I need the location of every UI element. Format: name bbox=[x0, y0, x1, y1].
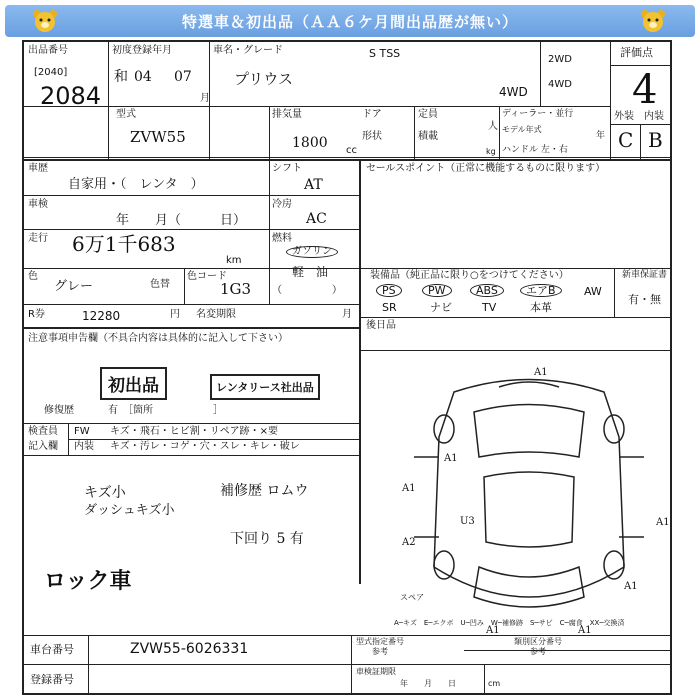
stamp-first: 初出品 bbox=[100, 367, 167, 400]
exterior-grade: C bbox=[618, 128, 634, 152]
damage-mark-left-front: A1 bbox=[402, 483, 416, 494]
equip-sr: SR bbox=[382, 301, 397, 314]
capacity-unit: 人 bbox=[488, 121, 498, 132]
damage-mark-left: A2 bbox=[402, 537, 416, 548]
damage-mark-right: A1 bbox=[656, 517, 670, 528]
legend-text: A─キズ E─エクボ U─凹み W─補修跡 S─サビ C─腐食 XX─交換済 bbox=[394, 619, 625, 627]
spare-label: スペア bbox=[400, 593, 424, 602]
notes-label: 注意事項申告欄（不具合内容は具体的に記入して下さい） bbox=[28, 333, 288, 344]
equip-abs: ABS bbox=[470, 284, 504, 297]
fw-label: FW bbox=[74, 426, 90, 437]
model-label: 型式 bbox=[116, 109, 136, 120]
stamp-rental: レンタリース社出品 bbox=[210, 374, 320, 400]
inspector-label1: 検査員 bbox=[28, 426, 58, 437]
car-drive: 4WD bbox=[499, 85, 528, 99]
interior-label: 内装 bbox=[644, 111, 664, 122]
era: 和 bbox=[114, 69, 128, 85]
fuel-paren: （ ） bbox=[272, 285, 342, 296]
equip-aw: AW bbox=[584, 285, 602, 298]
car-name: プリウス bbox=[234, 70, 293, 88]
equip-leather: 本革 bbox=[530, 301, 552, 314]
displacement-label: 排気量 bbox=[272, 109, 302, 120]
cert-label: 車検証期限 bbox=[356, 667, 396, 676]
damage-mark-rear-right: A1 bbox=[578, 625, 592, 636]
aircon-label: 冷房 bbox=[272, 199, 292, 210]
title-banner bbox=[5, 5, 695, 37]
sales-label: セールスポイント（正常に機能するものに限ります） bbox=[366, 163, 606, 174]
note-scratch: キズ小 bbox=[84, 485, 126, 501]
cm-unit: cm bbox=[488, 679, 501, 688]
damage-mark-left-fender: A1 bbox=[444, 453, 458, 464]
aircon-value: AC bbox=[306, 211, 327, 227]
damage-mark-rear-left: A1 bbox=[486, 625, 500, 636]
damage-mark-front: A1 bbox=[534, 367, 548, 378]
bear-icon bbox=[32, 8, 58, 34]
fuel-label: 燃料 bbox=[272, 233, 292, 244]
lot-sub: [2040] bbox=[34, 67, 68, 78]
dealer-label: ディーラー・並行 bbox=[502, 109, 574, 119]
fw-items: キズ・飛石・ヒビ割・リペア跡・×要 bbox=[110, 426, 278, 437]
history-value: 自家用・（ レンタ ） bbox=[68, 177, 204, 192]
warranty-value: 有・無 bbox=[628, 293, 661, 306]
color-code-label: 色コード bbox=[187, 271, 227, 282]
type-no-ref: 参考 bbox=[372, 647, 388, 656]
interior-grade: B bbox=[648, 128, 663, 152]
interior-insp-label: 内装 bbox=[74, 441, 94, 452]
reg-no-label: 登録番号 bbox=[30, 673, 74, 686]
note-lock: ロック車 bbox=[44, 568, 132, 594]
equip-ps: PS bbox=[376, 284, 402, 297]
rating-label: 評価点 bbox=[620, 46, 653, 59]
cc-unit: cc bbox=[346, 145, 357, 156]
cert-text: 年 月 日 bbox=[400, 679, 456, 688]
repair-label: 修復歴 bbox=[44, 405, 74, 416]
class-no-ref: 参考 bbox=[530, 647, 546, 656]
inspection-label: 車検 bbox=[28, 199, 48, 210]
car-label: 車名・グレード bbox=[213, 45, 283, 56]
shift-value: AT bbox=[304, 177, 323, 193]
mileage-value: 6万1千683 bbox=[72, 232, 176, 256]
car-damage-diagram bbox=[404, 367, 654, 632]
drive-4wd: 4WD bbox=[548, 79, 572, 90]
model-year-unit: 年 bbox=[596, 131, 606, 141]
interior-items: キズ・汚レ・コゲ・穴・スレ・キレ・破レ bbox=[110, 441, 300, 452]
auction-sheet bbox=[22, 40, 672, 695]
mileage-label: 走行 bbox=[28, 233, 48, 244]
color-code: 1G3 bbox=[220, 280, 252, 298]
color-change-label: 色替 bbox=[150, 279, 170, 290]
rename-unit: 月 bbox=[342, 309, 352, 320]
note-repair: 補修歴 ロムウ bbox=[220, 483, 309, 499]
chassis-value: ZVW55-6026331 bbox=[130, 641, 249, 657]
rating-value: 4 bbox=[632, 67, 658, 113]
model-value: ZVW55 bbox=[130, 128, 186, 146]
door-label: ドア bbox=[362, 109, 382, 120]
note-under: 下回り 5 有 bbox=[230, 531, 304, 547]
class-no-label: 類別区分番号 bbox=[514, 637, 562, 646]
month-unit: 月 bbox=[200, 93, 210, 104]
banner-title: 特選車＆初出品（ＡＡ６ケ月間出品歴が無い） bbox=[181, 12, 518, 31]
reg-year: 04 bbox=[134, 69, 152, 85]
load-label: 積載 bbox=[418, 131, 438, 142]
first-reg-label: 初度登録年月 bbox=[112, 45, 172, 56]
color-value: グレー bbox=[54, 279, 94, 294]
chassis-label: 車台番号 bbox=[30, 643, 74, 656]
model-year-label: モデル年式 bbox=[502, 125, 542, 134]
recycle-label: R券 bbox=[28, 309, 45, 320]
inspector-label2: 記入欄 bbox=[28, 441, 58, 452]
damage-mark-dent: U3 bbox=[460, 516, 475, 527]
repair-value: 有 ［箇所 ］ bbox=[108, 405, 223, 416]
inspection-value: 年 月（ 日） bbox=[116, 213, 247, 228]
shift-label: シフト bbox=[272, 163, 302, 174]
note-dash: ダッシュキズ小 bbox=[84, 503, 175, 518]
bear-icon bbox=[640, 8, 666, 34]
equip-pw: PW bbox=[422, 284, 452, 297]
type-no-label: 型式指定番号 bbox=[356, 637, 404, 646]
history-label: 車歴 bbox=[28, 163, 48, 174]
fuel-diesel: 軽 油 bbox=[292, 265, 329, 279]
reg-month: 07 bbox=[174, 69, 192, 85]
drive-2wd: 2WD bbox=[548, 54, 572, 65]
displacement-value: 1800 bbox=[292, 135, 328, 151]
shape-label: 形状 bbox=[362, 131, 382, 142]
equipment-label: 装備品（純正品に限り○をつけてください） bbox=[370, 270, 569, 281]
rename-label: 名変期限 bbox=[196, 309, 236, 320]
car-grade: S TSS bbox=[369, 47, 401, 60]
recycle-unit: 円 bbox=[170, 309, 180, 320]
equip-airbag: エアB bbox=[520, 284, 562, 297]
recycle-value: 12280 bbox=[82, 309, 121, 323]
lot-number: 2084 bbox=[40, 82, 102, 110]
equip-navi: ナビ bbox=[430, 301, 452, 314]
equip-tv: TV bbox=[482, 301, 497, 314]
rear-seat-label: 後日品 bbox=[366, 320, 396, 331]
handle-label: ハンドル 左・右 bbox=[502, 145, 568, 155]
load-unit: kg bbox=[486, 147, 496, 156]
damage-mark-right-rear: A1 bbox=[624, 581, 638, 592]
capacity-label: 定員 bbox=[418, 109, 438, 120]
fuel-gasoline: ガソリン bbox=[286, 246, 338, 258]
warranty-label: 新車保証書 bbox=[622, 270, 668, 280]
km-unit: km bbox=[226, 255, 242, 266]
lot-label: 出品番号 bbox=[28, 45, 68, 56]
color-label: 色 bbox=[28, 271, 38, 282]
exterior-label: 外装 bbox=[614, 111, 634, 122]
